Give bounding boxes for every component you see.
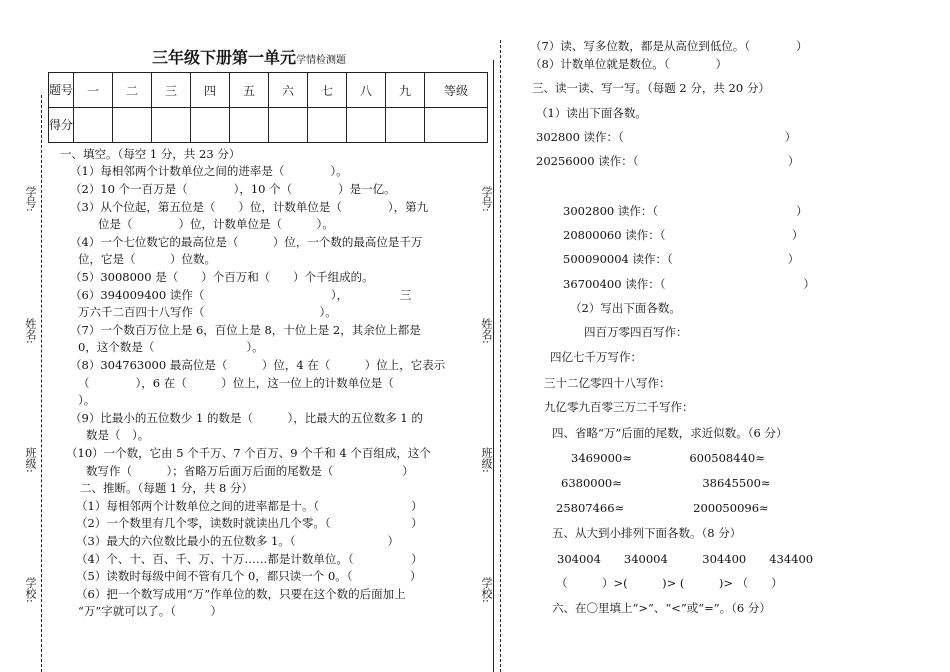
question-line: 500090004 读作：（ ） [563, 252, 800, 266]
col-header-9: 九 [386, 73, 425, 108]
binding-dashed-line-left [41, 95, 42, 672]
question-line: （4）个、十、百、千、万、十万……都是计数单位。（ ） [76, 552, 423, 566]
question-line: 0，这个数是（ ）。 [78, 340, 264, 354]
question-line: （6）把一个数写成用“万”作单位的数，只要在这个数的后面加上 [76, 587, 406, 601]
margin-label-xuexiao: 学校: [24, 577, 37, 603]
question-line: 数写作（ ）；省略万后面万后面的尾数是（ ） [86, 464, 414, 478]
score-cell[interactable] [74, 108, 113, 143]
question-line: （6）394009400 读作（ ）， 三 [70, 288, 412, 302]
score-cell[interactable] [191, 108, 230, 143]
section-4-heading: 四、省略“万”后面的尾数，求近似数。（6 分） [552, 426, 788, 440]
center-line-dashed [500, 40, 501, 672]
margin-label-xuehao: 学号: [24, 186, 37, 212]
question-line: 位是（ ）位，计数单位是（ ）。 [98, 217, 334, 231]
question-line: “万”字就可以了。（ ） [78, 604, 223, 618]
question-line: 302800 读作：（ ） [536, 130, 797, 144]
section-3-heading: 三、读一读、写一写。（每题 2 分，共 20 分） [532, 81, 770, 95]
col-header-6: 六 [269, 73, 308, 108]
question-line: 四亿七千万写作： [550, 350, 642, 364]
score-cell[interactable] [269, 108, 308, 143]
question-line: （1）读出下面各数。 [536, 106, 647, 120]
question-line: （5）3008000 是（ ）个百万和（ ）个千组成的。 [70, 270, 374, 284]
page-title [152, 45, 346, 68]
col-header-5: 五 [230, 73, 269, 108]
margin-label-banji: 班级: [24, 447, 37, 473]
question-line: 20256000 读作：（ ） [536, 154, 800, 168]
score-cell[interactable] [230, 108, 269, 143]
center-label-xingming: 姓名: [480, 318, 493, 344]
col-header-7: 七 [308, 73, 347, 108]
question-line: （10）一个数，它由 5 个千万、7 个百万、9 个千和 4 个百组成，这个 [66, 446, 431, 460]
question-line: （4）一个七位数它的最高位是（ ）位，一个数的最高位是千万 [70, 235, 423, 249]
question-line: （ ）>( )> ( )> （ ） [556, 576, 783, 590]
score-cell[interactable] [347, 108, 386, 143]
row-label-number: 题号 [49, 73, 74, 108]
question-line: 位，它是（ ）位数。 [78, 252, 216, 266]
question-line: 万六千二百四十八写作（ ）。 [78, 305, 337, 319]
question-line: 3002800 读作：（ ） [563, 204, 808, 218]
score-cell[interactable] [308, 108, 347, 143]
question-line: （2）10 个一百万是（ ），10 个（ ）是一亿。 [70, 182, 396, 196]
score-cell[interactable] [113, 108, 152, 143]
question-line: ）。 [78, 393, 96, 407]
score-table [48, 72, 488, 143]
question-line: 6380000≈ 38645500≈ [561, 476, 771, 490]
question-line: （2）写出下面各数。 [570, 301, 681, 315]
question-line: （9）比最小的五位数少 1 的数是（ ），比最大的五位数多 1 的 [70, 411, 423, 425]
title-suffix: 学情检测题 [296, 55, 347, 66]
question-line: （ ），6 在（ ）位上，这一位上的计数单位是（ [78, 376, 394, 390]
question-line: 20800060 读作：（ ） [563, 228, 804, 242]
center-label-banji: 班级: [480, 447, 493, 473]
question-line: （7）一个数百万位上是 6，百位上是 8，十位上是 2，其余位上都是 [70, 323, 421, 337]
col-header-2: 二 [113, 73, 152, 108]
question-line: （2）一个数里有几个零，读数时就读出几个零。（ ） [76, 516, 423, 530]
col-header-4: 四 [191, 73, 230, 108]
grade-cell[interactable] [425, 108, 488, 143]
question-line: 36700400 读作：（ ） [563, 277, 815, 291]
col-header-8: 八 [347, 73, 386, 108]
col-header-grade: 等级 [425, 73, 488, 108]
score-table-row-score [49, 108, 488, 143]
section-5-heading: 五、从大到小排列下面各数。（8 分） [552, 526, 742, 540]
question-line: （3）从个位起，第五位是（ ）位，计数单位是（ ），第九 [70, 200, 429, 214]
section-2-heading: 二、推断。（每题 1 分，共 8 分） [80, 481, 254, 495]
section-1-heading: 一、填空。（每空 1 分，共 23 分） [60, 147, 241, 161]
question-line: 三十二亿零四十八写作： [544, 376, 671, 390]
score-table-row-number [49, 73, 488, 108]
center-label-xuehao: 学号: [480, 186, 493, 212]
question-line: （1）每相邻两个计数单位之间的进率是（ ）。 [70, 164, 348, 178]
question-line: 304004 340004 304400 434400 [557, 552, 814, 566]
question-line: （8）计数单位就是数位。（ ） [530, 57, 728, 71]
section-6-heading: 六、在〇里填上“>”、“<”或“=”。（6 分） [552, 601, 771, 615]
margin-label-xingming: 姓名: [24, 318, 37, 344]
row-label-score: 得分 [49, 108, 74, 143]
question-line: （1）每相邻两个计数单位之间的进率都是十。（ ） [76, 499, 423, 513]
question-line: 3469000≈ 600508440≈ [571, 451, 765, 465]
title-main: 三年级下册第一单元 [152, 48, 297, 67]
score-cell[interactable] [386, 108, 425, 143]
question-line: （3）最大的六位数比最小的五位数多 1。（ ） [76, 534, 400, 548]
question-line: 四百万零四百写作： [584, 325, 688, 339]
center-label-xuexiao: 学校: [480, 577, 493, 603]
question-line: 九亿零九百零三万二千写作： [544, 400, 694, 414]
question-line: （7）读、写多位数，都是从高位到低位。（ ） [530, 39, 808, 53]
score-cell[interactable] [152, 108, 191, 143]
question-line: （5）读数时每级中间不管有几个 0，都只读一个 0。（ ） [76, 569, 422, 583]
question-line: （8）304763000 最高位是（ ）位，4 在（ ）位上，它表示 [70, 358, 446, 372]
col-header-3: 三 [152, 73, 191, 108]
question-line: 数是（ ）。 [86, 428, 150, 442]
col-header-1: 一 [74, 73, 113, 108]
question-line: 25807466≈ 200050096≈ [556, 501, 769, 515]
